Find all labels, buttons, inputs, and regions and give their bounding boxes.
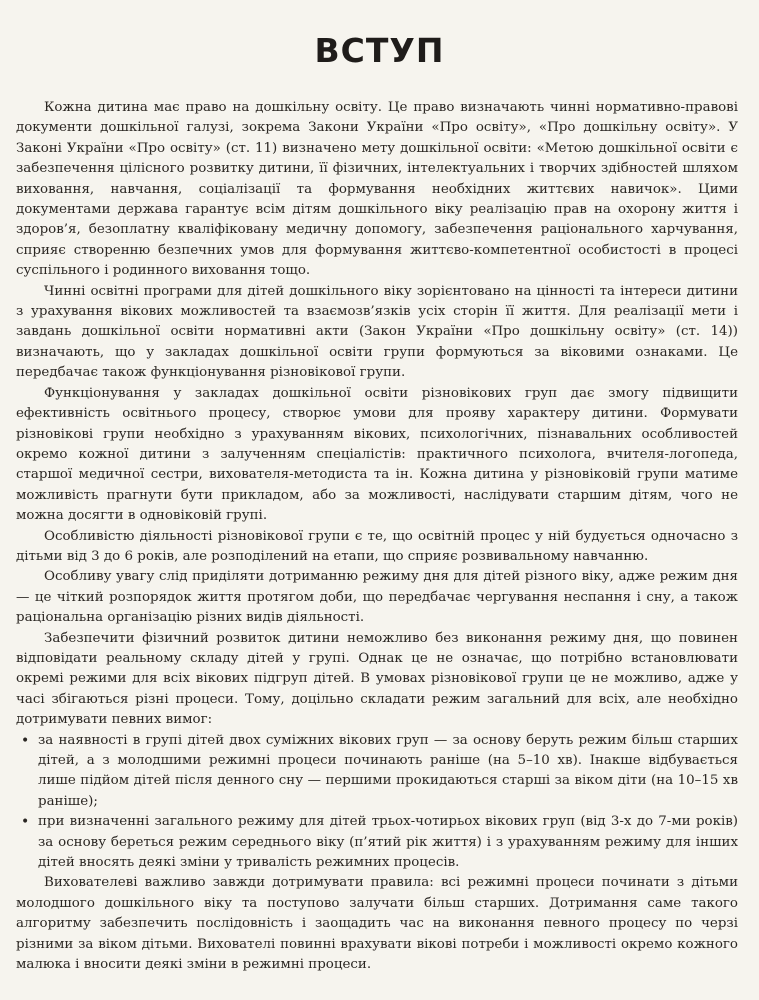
paragraph: Вихователеві важливо завжди дотримувати правила: всі режимні процеси починати з дітьми молодшого дошкільного віку та поступово залучати більш старших. Дотримання саме такого алгоритму забезпечить послідовність і заощадить час на виконання певного процесу по черзі різними за віком дітьми. Вихователі повинні врахувати вікові потреби і можливості окремо кожного малюка і вносити деякі зміни в режимні процеси. [16,875,738,973]
list-item [16,731,738,813]
paragraph: Кожна дитина має право на дошкільну освіту. Це право визначають чинні нормативно-правові документи дошкільної галузі, зокрема Закони України «Про освіту», «Про дошкільну освіту». У Законі України «Про освіту» (ст. 11) визначено мету дошкільної освіти: «Метою дошкільної освіти є забезпечення цілісного розвитку дитини, її фізичних, інтелектуальних і творчих здібностей шляхом виховання, навчання, соціалізації та формування необхідних життєвих навичок». Цими документами держава гарантує всім дітям дошкільного віку реалізацію прав на охорону життя і здоров’я, безоплатну кваліфіковану медичну допомогу, забезпечення раціонального харчування, сприяє створенню безпечних умов для формування життєво-компетентної особистості в процесі суспільного і родинного виховання тощо. [16,100,738,279]
list-item [16,812,738,873]
body-text [16,98,738,975]
paragraph: Функціонування у закладах дошкільної освіти різновікових груп дає змогу підвищити ефективність освітнього процесу, створює умови для прояву характеру дитини. Формувати різновікові групи необхідно з урахуванням вікових, психологічних, пізнавальних особливостей окремо кожної дитини з залученням спеціалістів: практичного психолога, вчителя-логопеда, старшої медичної сестри, вихователя-методиста та ін. Кожна дитина у різновіковій групи матиме можливість прагнути бути прикладом, або за можливості, наслідувати старшим дітям, чого не можна досягти в одновіковій групі. [16,385,738,524]
requirements-list [16,731,738,874]
paragraph: Особливістю діяльності різновікової групи є те, що освітній процес у ній будується одночасно з дітьми від 3 до 6 років, але розподілений на етапи, що сприяє розвивальному навчанню. [16,528,738,564]
page-title: ВСТУП [314,31,445,71]
paragraph: Чинні освітні програми для дітей дошкільного віку зорієнтовано на цінності та інтереси дитини з урахування вікових можливостей та взаємозв’язків усіх сторін її життя. Для реалізації мети і завдань дошкільної освіти нормативні акти (Закон України «Про дошкільну освіту» (ст. 14)) визначають, що у закладах дошкільної освіти групи формуються за віковими ознаками. Це передбачає також функціонування різновікової групи. [16,283,738,381]
paragraph: Забезпечити фізичний розвиток дитини неможливо без виконання режиму дня, що повинен відповідати реальному складу дітей у групі. Однак це не означає, що потрібно встановлювати окремі режими для всіх вікових підгруп дітей. В умовах різновікової групи це не можливо, адже у часі збігаються різні процеси. Тому, доцільно складати режим загальний для всіх, але необхідно дотримувати певних вимог: [16,630,738,728]
list-item-text: за наявності в групі дітей двох суміжних вікових груп — за основу беруть режим більш старших дітей, а з молодшими режимні процеси починають раніше (на 5–10 хв). Інакше відбувається лише підйом дітей після денного сну — першими прокидаються старші за віком діти (на 10–15 хв раніше); [38,732,738,809]
list-item-text: при визначенні загального режиму для дітей трьох-чотирьох вікових груп (від 3-х до 7-ми років) за основу береться режим середнього віку (п’ятий рік життя) і з урахуванням режиму для інших дітей вносять деякі зміни у тривалість режимних процесів. [38,814,738,871]
paragraph: Особливу увагу слід приділяти дотриманню режиму дня для дітей різного віку, адже режим дня — це чіткий розпорядок життя протягом доби, що передбачає чергування неспання і сну, а також раціональна організацію різних видів діяльності. [16,569,738,626]
bullet-icon: • [21,732,30,749]
bullet-icon: • [21,814,30,831]
